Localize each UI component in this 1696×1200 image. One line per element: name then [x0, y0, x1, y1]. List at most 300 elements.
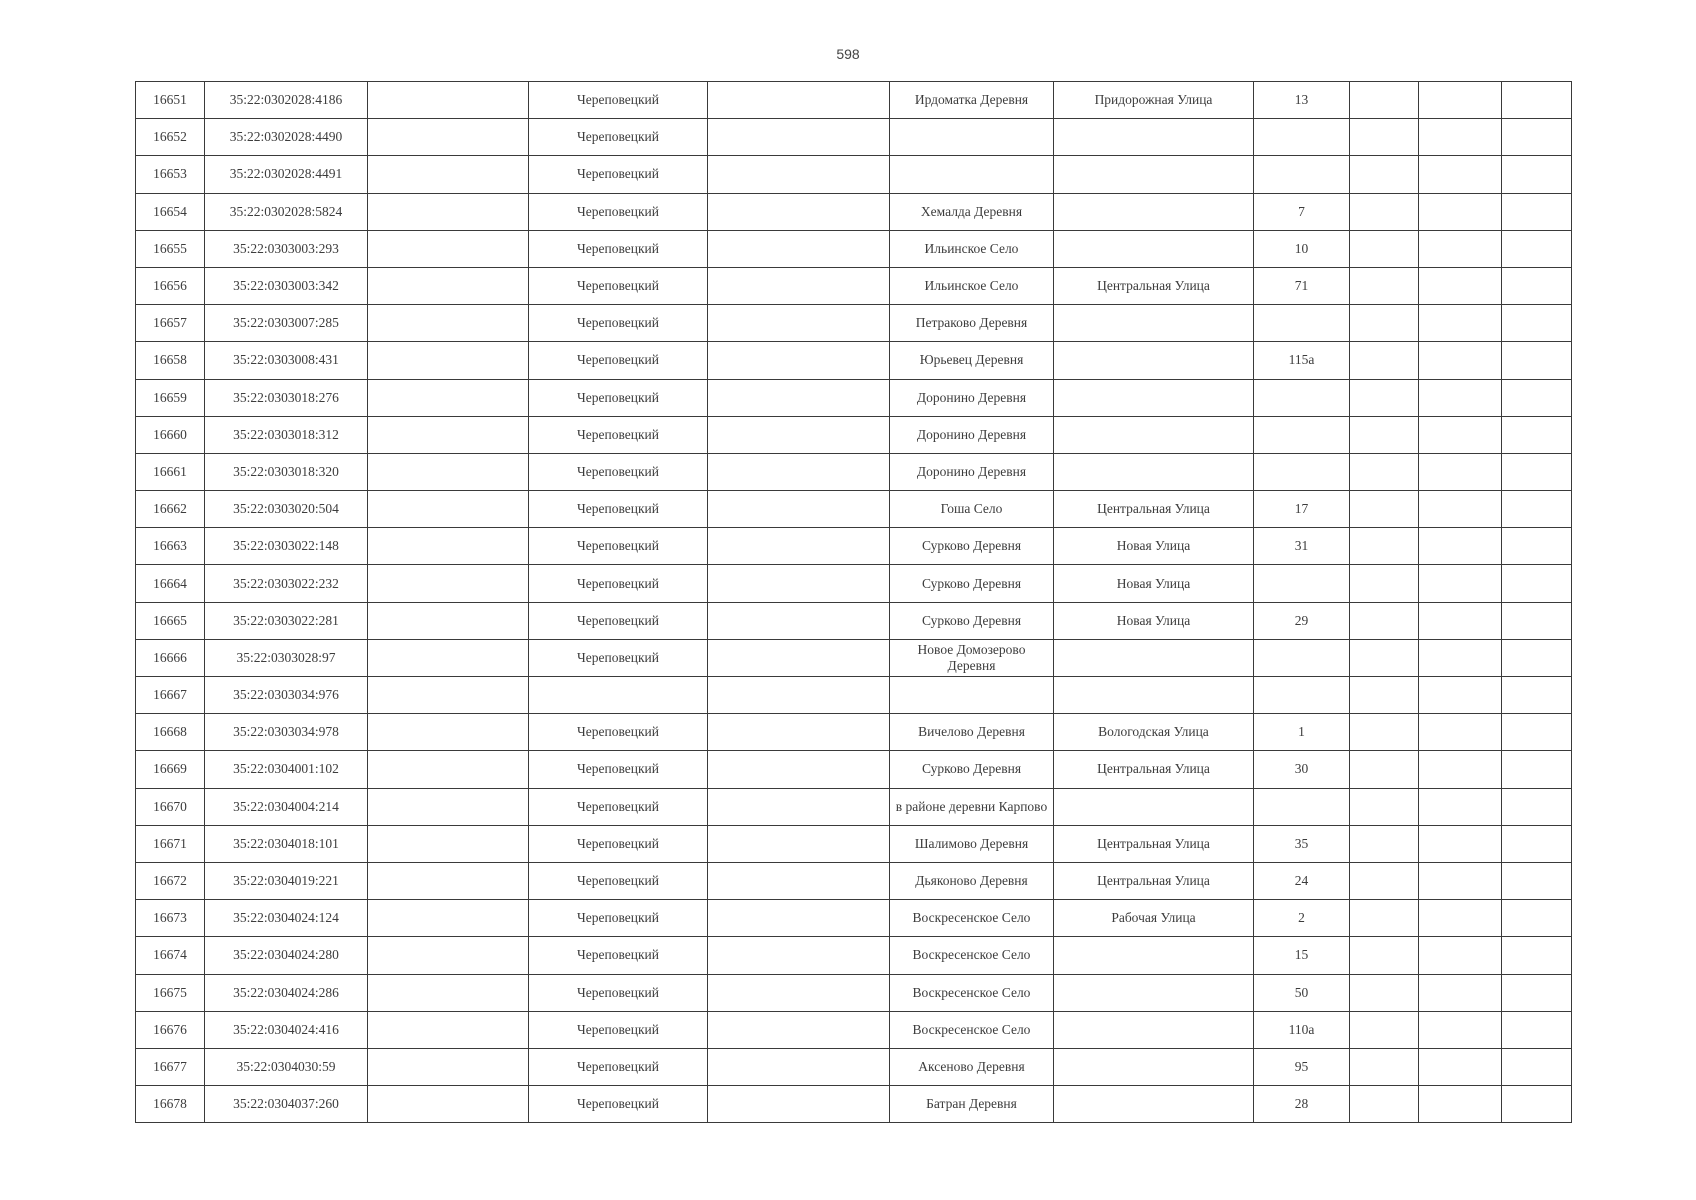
cell-settlement: Сурково Деревня	[890, 565, 1054, 602]
cell-district: Череповецкий	[529, 565, 708, 602]
cell-house-number: 71	[1254, 267, 1350, 304]
cell-cadastral-number: 35:22:0304018:101	[205, 825, 368, 862]
cell-empty	[708, 602, 890, 639]
cell-empty	[1419, 156, 1502, 193]
table-row	[136, 788, 1572, 825]
cell-empty	[1502, 1086, 1572, 1123]
cell-house-number: 1	[1254, 714, 1350, 751]
cell-settlement: Петраково Деревня	[890, 305, 1054, 342]
cell-number: 16653	[136, 156, 205, 193]
cell-house-number: 115а	[1254, 342, 1350, 379]
cell-empty	[1350, 491, 1419, 528]
cell-empty	[1419, 900, 1502, 937]
cell-empty	[1502, 862, 1572, 899]
cell-empty	[1502, 119, 1572, 156]
cell-cadastral-number: 35:22:0304019:221	[205, 862, 368, 899]
cell-empty	[1502, 565, 1572, 602]
cell-empty	[708, 379, 890, 416]
cell-empty	[1350, 677, 1419, 714]
cell-house-number	[1254, 677, 1350, 714]
cell-empty	[1419, 639, 1502, 676]
cell-number: 16665	[136, 602, 205, 639]
cell-street	[1054, 119, 1254, 156]
cell-empty	[1350, 379, 1419, 416]
cell-empty	[1350, 156, 1419, 193]
table-row	[136, 1086, 1572, 1123]
cell-empty	[368, 453, 529, 490]
cell-empty	[1419, 1086, 1502, 1123]
cell-cadastral-number: 35:22:0302028:5824	[205, 193, 368, 230]
cell-house-number: 29	[1254, 602, 1350, 639]
cell-empty	[368, 900, 529, 937]
cell-empty	[1502, 900, 1572, 937]
cell-cadastral-number: 35:22:0304024:124	[205, 900, 368, 937]
cell-settlement: Воскресенское Село	[890, 974, 1054, 1011]
cell-settlement: в районе деревни Карпово	[890, 788, 1054, 825]
table-row	[136, 1048, 1572, 1085]
cell-district: Череповецкий	[529, 862, 708, 899]
cell-number: 16662	[136, 491, 205, 528]
cell-number: 16656	[136, 267, 205, 304]
table-row	[136, 565, 1572, 602]
cell-number: 16657	[136, 305, 205, 342]
cell-empty	[708, 305, 890, 342]
cell-empty	[1419, 1048, 1502, 1085]
cell-empty	[368, 416, 529, 453]
cell-empty	[1502, 156, 1572, 193]
cell-cadastral-number: 35:22:0303028:97	[205, 639, 368, 676]
cell-empty	[708, 639, 890, 676]
cell-empty	[708, 788, 890, 825]
cell-number: 16651	[136, 82, 205, 119]
cell-cadastral-number: 35:22:0304024:286	[205, 974, 368, 1011]
cell-cadastral-number: 35:22:0303022:281	[205, 602, 368, 639]
cell-empty	[1350, 602, 1419, 639]
cell-district: Череповецкий	[529, 82, 708, 119]
cell-settlement	[890, 119, 1054, 156]
cell-settlement: Сурково Деревня	[890, 528, 1054, 565]
table-row	[136, 119, 1572, 156]
cell-empty	[368, 937, 529, 974]
cell-street	[1054, 453, 1254, 490]
cell-settlement: Сурково Деревня	[890, 602, 1054, 639]
cell-settlement: Гоша Село	[890, 491, 1054, 528]
cell-empty	[1502, 305, 1572, 342]
cell-house-number: 50	[1254, 974, 1350, 1011]
cell-settlement: Аксеново Деревня	[890, 1048, 1054, 1085]
cell-street: Рабочая Улица	[1054, 900, 1254, 937]
cell-district: Череповецкий	[529, 602, 708, 639]
cell-cadastral-number: 35:22:0303020:504	[205, 491, 368, 528]
cell-house-number: 15	[1254, 937, 1350, 974]
cell-empty	[1419, 974, 1502, 1011]
cell-empty	[1350, 1086, 1419, 1123]
table-row	[136, 416, 1572, 453]
cell-number: 16658	[136, 342, 205, 379]
cell-empty	[1419, 230, 1502, 267]
cell-empty	[708, 565, 890, 602]
cell-settlement: Сурково Деревня	[890, 751, 1054, 788]
cell-house-number: 2	[1254, 900, 1350, 937]
cell-empty	[368, 1011, 529, 1048]
cell-house-number: 10	[1254, 230, 1350, 267]
cell-empty	[368, 639, 529, 676]
page-number: 598	[836, 46, 860, 62]
cell-empty	[1350, 119, 1419, 156]
cell-empty	[1502, 416, 1572, 453]
cell-house-number: 110а	[1254, 1011, 1350, 1048]
cell-street	[1054, 1011, 1254, 1048]
cell-empty	[1502, 825, 1572, 862]
cell-empty	[1502, 751, 1572, 788]
cell-empty	[1419, 491, 1502, 528]
cell-empty	[1502, 453, 1572, 490]
cell-cadastral-number: 35:22:0303022:148	[205, 528, 368, 565]
cell-cadastral-number: 35:22:0303022:232	[205, 565, 368, 602]
cell-street: Центральная Улица	[1054, 751, 1254, 788]
cell-cadastral-number: 35:22:0304030:59	[205, 1048, 368, 1085]
cell-empty	[708, 900, 890, 937]
cell-district: Череповецкий	[529, 937, 708, 974]
cell-district: Череповецкий	[529, 1048, 708, 1085]
cell-number: 16675	[136, 974, 205, 1011]
cell-district: Череповецкий	[529, 825, 708, 862]
cell-empty	[1350, 788, 1419, 825]
cell-cadastral-number: 35:22:0302028:4491	[205, 156, 368, 193]
cell-empty	[1419, 379, 1502, 416]
cell-empty	[1350, 82, 1419, 119]
cell-cadastral-number: 35:22:0302028:4490	[205, 119, 368, 156]
cell-empty	[1350, 825, 1419, 862]
cell-street	[1054, 677, 1254, 714]
cell-empty	[1502, 937, 1572, 974]
cell-cadastral-number: 35:22:0303018:320	[205, 453, 368, 490]
cell-empty	[1350, 974, 1419, 1011]
cell-house-number: 28	[1254, 1086, 1350, 1123]
cell-house-number	[1254, 416, 1350, 453]
table-row	[136, 900, 1572, 937]
cell-empty	[708, 1086, 890, 1123]
cell-street	[1054, 974, 1254, 1011]
cell-empty	[1502, 230, 1572, 267]
cell-empty	[368, 156, 529, 193]
cell-empty	[1502, 342, 1572, 379]
cell-house-number: 7	[1254, 193, 1350, 230]
cell-district: Череповецкий	[529, 156, 708, 193]
cell-empty	[1419, 937, 1502, 974]
cell-empty	[1502, 1048, 1572, 1085]
cell-empty	[368, 565, 529, 602]
cell-empty	[1502, 82, 1572, 119]
cell-street: Придорожная Улица	[1054, 82, 1254, 119]
cell-empty	[708, 825, 890, 862]
cell-cadastral-number: 35:22:0304024:416	[205, 1011, 368, 1048]
cell-settlement	[890, 677, 1054, 714]
cell-empty	[368, 491, 529, 528]
cell-empty	[1419, 825, 1502, 862]
cell-number: 16666	[136, 639, 205, 676]
cell-settlement: Воскресенское Село	[890, 900, 1054, 937]
cell-district: Череповецкий	[529, 528, 708, 565]
cell-empty	[1350, 1011, 1419, 1048]
table-row	[136, 937, 1572, 974]
cell-empty	[368, 788, 529, 825]
cell-settlement	[890, 156, 1054, 193]
cell-empty	[368, 267, 529, 304]
cell-number: 16669	[136, 751, 205, 788]
cell-empty	[1502, 267, 1572, 304]
cell-street: Центральная Улица	[1054, 491, 1254, 528]
table-row	[136, 305, 1572, 342]
cell-house-number: 31	[1254, 528, 1350, 565]
cell-empty	[368, 342, 529, 379]
cell-district: Череповецкий	[529, 1011, 708, 1048]
cell-settlement: Хемалда Деревня	[890, 193, 1054, 230]
cell-empty	[708, 82, 890, 119]
cell-district: Череповецкий	[529, 1086, 708, 1123]
table-row	[136, 230, 1572, 267]
cell-settlement: Вичелово Деревня	[890, 714, 1054, 751]
cell-empty	[1350, 416, 1419, 453]
cell-empty	[708, 677, 890, 714]
table-row	[136, 825, 1572, 862]
cell-street	[1054, 193, 1254, 230]
cell-empty	[708, 714, 890, 751]
cell-empty	[1419, 714, 1502, 751]
table-row	[136, 528, 1572, 565]
cell-empty	[1502, 491, 1572, 528]
cell-street: Центральная Улица	[1054, 267, 1254, 304]
cell-empty	[708, 1011, 890, 1048]
cell-empty	[1350, 862, 1419, 899]
cell-number: 16671	[136, 825, 205, 862]
table-row	[136, 751, 1572, 788]
cell-empty	[1502, 528, 1572, 565]
cell-empty	[1502, 677, 1572, 714]
cell-number: 16652	[136, 119, 205, 156]
cell-house-number	[1254, 305, 1350, 342]
cell-house-number: 24	[1254, 862, 1350, 899]
cell-empty	[368, 862, 529, 899]
cell-empty	[708, 453, 890, 490]
cell-house-number: 13	[1254, 82, 1350, 119]
table-row	[136, 453, 1572, 490]
cell-empty	[368, 82, 529, 119]
cell-empty	[1419, 416, 1502, 453]
cell-district: Череповецкий	[529, 267, 708, 304]
cell-empty	[1502, 714, 1572, 751]
table-row	[136, 379, 1572, 416]
table-row	[136, 1011, 1572, 1048]
cell-cadastral-number: 35:22:0304024:280	[205, 937, 368, 974]
cell-empty	[708, 528, 890, 565]
cell-empty	[368, 751, 529, 788]
cell-number: 16667	[136, 677, 205, 714]
cell-empty	[708, 974, 890, 1011]
cell-empty	[1419, 193, 1502, 230]
cell-cadastral-number: 35:22:0303003:342	[205, 267, 368, 304]
cell-empty	[1350, 453, 1419, 490]
cell-cadastral-number: 35:22:0304037:260	[205, 1086, 368, 1123]
cell-empty	[1419, 565, 1502, 602]
table-row	[136, 677, 1572, 714]
cell-empty	[368, 974, 529, 1011]
cell-settlement: Новое Домозерово Деревня	[890, 639, 1054, 676]
cell-district: Череповецкий	[529, 714, 708, 751]
cell-number: 16660	[136, 416, 205, 453]
cell-empty	[1502, 602, 1572, 639]
cell-empty	[708, 751, 890, 788]
cell-settlement: Шалимово Деревня	[890, 825, 1054, 862]
cell-street: Новая Улица	[1054, 602, 1254, 639]
table-row	[136, 602, 1572, 639]
cell-empty	[1350, 714, 1419, 751]
cell-number: 16672	[136, 862, 205, 899]
cell-empty	[708, 267, 890, 304]
cell-number: 16668	[136, 714, 205, 751]
cell-empty	[1419, 267, 1502, 304]
cell-district	[529, 677, 708, 714]
cell-district: Череповецкий	[529, 788, 708, 825]
cell-district: Череповецкий	[529, 639, 708, 676]
cell-house-number	[1254, 639, 1350, 676]
cell-number: 16661	[136, 453, 205, 490]
cell-empty	[708, 862, 890, 899]
cell-street	[1054, 230, 1254, 267]
cell-street	[1054, 639, 1254, 676]
cell-empty	[1350, 900, 1419, 937]
cell-empty	[368, 193, 529, 230]
table-row	[136, 342, 1572, 379]
table-row	[136, 639, 1572, 676]
cell-street	[1054, 1048, 1254, 1085]
cell-empty	[1419, 119, 1502, 156]
cell-district: Череповецкий	[529, 900, 708, 937]
cell-house-number	[1254, 379, 1350, 416]
cell-empty	[1419, 677, 1502, 714]
cell-cadastral-number: 35:22:0303018:276	[205, 379, 368, 416]
cell-settlement: Юрьевец Деревня	[890, 342, 1054, 379]
cell-district: Череповецкий	[529, 751, 708, 788]
cell-empty	[1350, 565, 1419, 602]
cell-empty	[708, 119, 890, 156]
cell-empty	[368, 602, 529, 639]
cell-cadastral-number: 35:22:0302028:4186	[205, 82, 368, 119]
cell-street	[1054, 788, 1254, 825]
cell-empty	[1502, 788, 1572, 825]
cell-number: 16655	[136, 230, 205, 267]
cell-cadastral-number: 35:22:0304001:102	[205, 751, 368, 788]
cell-cadastral-number: 35:22:0303018:312	[205, 416, 368, 453]
cell-empty	[708, 193, 890, 230]
table-row	[136, 974, 1572, 1011]
cell-empty	[368, 379, 529, 416]
cell-empty	[708, 156, 890, 193]
cell-house-number: 30	[1254, 751, 1350, 788]
cell-empty	[368, 1086, 529, 1123]
cell-settlement: Воскресенское Село	[890, 937, 1054, 974]
registry-table-body	[136, 82, 1572, 1123]
cell-street	[1054, 305, 1254, 342]
cell-house-number: 35	[1254, 825, 1350, 862]
cell-empty	[1419, 751, 1502, 788]
cell-empty	[1502, 1011, 1572, 1048]
cell-house-number: 17	[1254, 491, 1350, 528]
cell-empty	[1419, 788, 1502, 825]
cell-street: Вологодская Улица	[1054, 714, 1254, 751]
cell-empty	[1419, 862, 1502, 899]
cell-district: Череповецкий	[529, 453, 708, 490]
cell-number: 16676	[136, 1011, 205, 1048]
cell-street	[1054, 379, 1254, 416]
cell-street	[1054, 416, 1254, 453]
cell-settlement: Доронино Деревня	[890, 416, 1054, 453]
cell-street	[1054, 1086, 1254, 1123]
cell-street: Новая Улица	[1054, 528, 1254, 565]
table-row	[136, 491, 1572, 528]
cell-number: 16659	[136, 379, 205, 416]
cell-settlement: Доронино Деревня	[890, 453, 1054, 490]
cell-street: Центральная Улица	[1054, 825, 1254, 862]
cell-district: Череповецкий	[529, 230, 708, 267]
cell-empty	[1350, 1048, 1419, 1085]
cell-empty	[708, 342, 890, 379]
cell-district: Череповецкий	[529, 491, 708, 528]
cell-number: 16663	[136, 528, 205, 565]
cell-empty	[1350, 937, 1419, 974]
cell-house-number	[1254, 453, 1350, 490]
cell-empty	[708, 1048, 890, 1085]
cell-empty	[1350, 342, 1419, 379]
cell-number: 16677	[136, 1048, 205, 1085]
cell-cadastral-number: 35:22:0303034:976	[205, 677, 368, 714]
cell-empty	[1419, 453, 1502, 490]
cell-empty	[1419, 342, 1502, 379]
cell-empty	[368, 230, 529, 267]
cell-settlement: Доронино Деревня	[890, 379, 1054, 416]
cell-cadastral-number: 35:22:0303008:431	[205, 342, 368, 379]
cell-empty	[1419, 528, 1502, 565]
cell-street: Центральная Улица	[1054, 862, 1254, 899]
cell-empty	[1502, 974, 1572, 1011]
cell-street: Новая Улица	[1054, 565, 1254, 602]
cell-street	[1054, 156, 1254, 193]
cell-house-number	[1254, 565, 1350, 602]
cell-house-number	[1254, 788, 1350, 825]
table-row	[136, 862, 1572, 899]
cell-district: Череповецкий	[529, 416, 708, 453]
cell-empty	[1350, 230, 1419, 267]
table-row	[136, 193, 1572, 230]
cell-district: Череповецкий	[529, 974, 708, 1011]
cell-settlement: Воскресенское Село	[890, 1011, 1054, 1048]
table-row	[136, 82, 1572, 119]
cell-house-number	[1254, 156, 1350, 193]
cell-number: 16678	[136, 1086, 205, 1123]
cell-empty	[368, 528, 529, 565]
cell-empty	[368, 1048, 529, 1085]
cell-number: 16670	[136, 788, 205, 825]
registry-table	[135, 81, 1572, 1123]
cell-empty	[708, 230, 890, 267]
cell-empty	[708, 937, 890, 974]
cell-empty	[368, 119, 529, 156]
cell-house-number: 95	[1254, 1048, 1350, 1085]
cell-street	[1054, 937, 1254, 974]
cell-empty	[1419, 82, 1502, 119]
cell-number: 16654	[136, 193, 205, 230]
cell-empty	[1502, 639, 1572, 676]
